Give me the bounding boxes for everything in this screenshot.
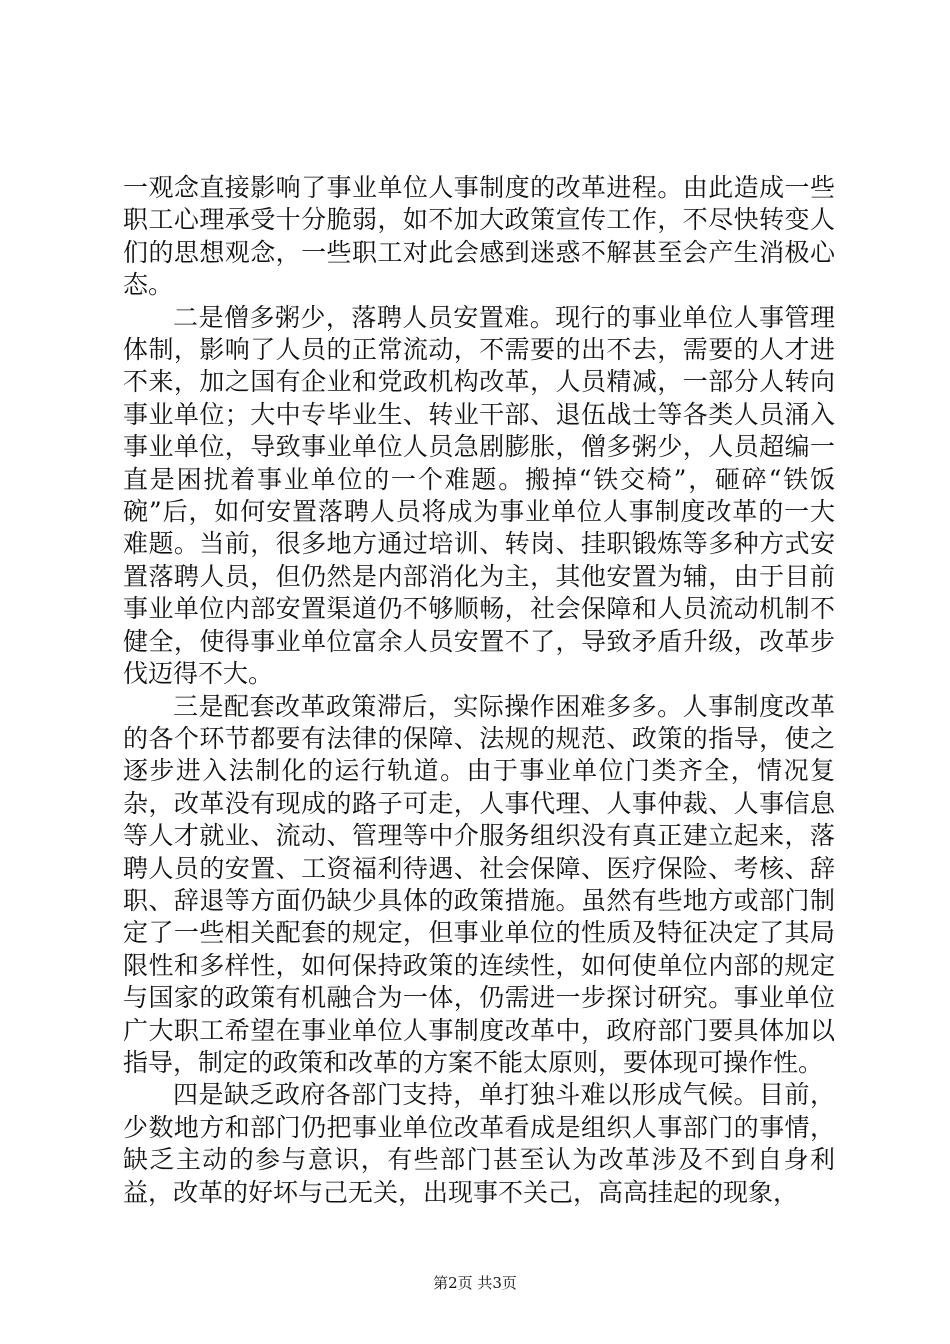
paragraph-point-three: 三是配套改革政策滞后，实际操作困难多多。人事制度改革的各个环节都要有法律的保障、法规的规范、政策的指导，使之逐步进入法制化的运行轨道。由于事业单位门类齐全，情况复杂，改革没有现成的路子可走，人事代理、人事仲裁、人事信息等人才就业、流动、管理等中介服务组织没有真正建立起来，落聘人员的安置、工资福利待遇、社会保障、医疗保险、考核、辞职、辞退等方面仍缺少具体的政策措施。虽然有些地方或部门制定了一些相关配套的规定，但事业单位的性质及特征决定了其局限性和多样性，如何保持政策的连续性，如何使单位内部的规定与国家的政策有机融合为一体，仍需进一步探讨研究。事业单位广大职工希望在事业单位人事制度改革中，政府部门要具体加以指导，制定的政策和改革的方案不能太原则，要体现可操作性。 [123,691,835,1077]
page-number-footer: 第2页 共3页 [433,1274,517,1292]
document-body [123,172,835,1209]
paragraph-continuation: 一观念直接影响了事业单位人事制度的改革进程。由此造成一些职工心理承受十分脆弱，如不加大政策宣传工作，不尽快转变人们的思想观念，一些职工对此会感到迷惑不解甚至会产生消极心态。 [123,173,835,300]
paragraph-point-four: 四是缺乏政府各部门支持，单打独斗难以形成气候。目前，少数地方和部门仍把事业单位改革看成是组织人事部门的事情，缺乏主动的参与意识，有些部门甚至认为改革涉及不到自身利益，改革的好坏与己无关，出现事不关己，高高挂起的现象， [123,1080,835,1207]
paragraph-point-two: 二是僧多粥少，落聘人员安置难。现行的事业单位人事管理体制，影响了人员的正常流动，不需要的出不去，需要的人才进不来，加之国有企业和党政机构改革，人员精减，一部分人转向事业单位；大中专毕业生、转业干部、退伍战士等各类人员涌入事业单位，导致事业单位人员急剧膨胀，僧多粥少，人员超编一直是困扰着事业单位的一个难题。搬掉“铁交椅”，砸碎“铁饭碗”后，如何安置落聘人员将成为事业单位人事制度改革的一大难题。当前，很多地方通过培训、转岗、挂职锻炼等多种方式安置落聘人员，但仍然是内部消化为主，其他安置为辅，由于目前事业单位内部安置渠道仍不够顺畅，社会保障和人员流动机制不健全，使得事业单位富余人员安置不了，导致矛盾升级，改革步伐迈得不大。 [123,302,835,689]
